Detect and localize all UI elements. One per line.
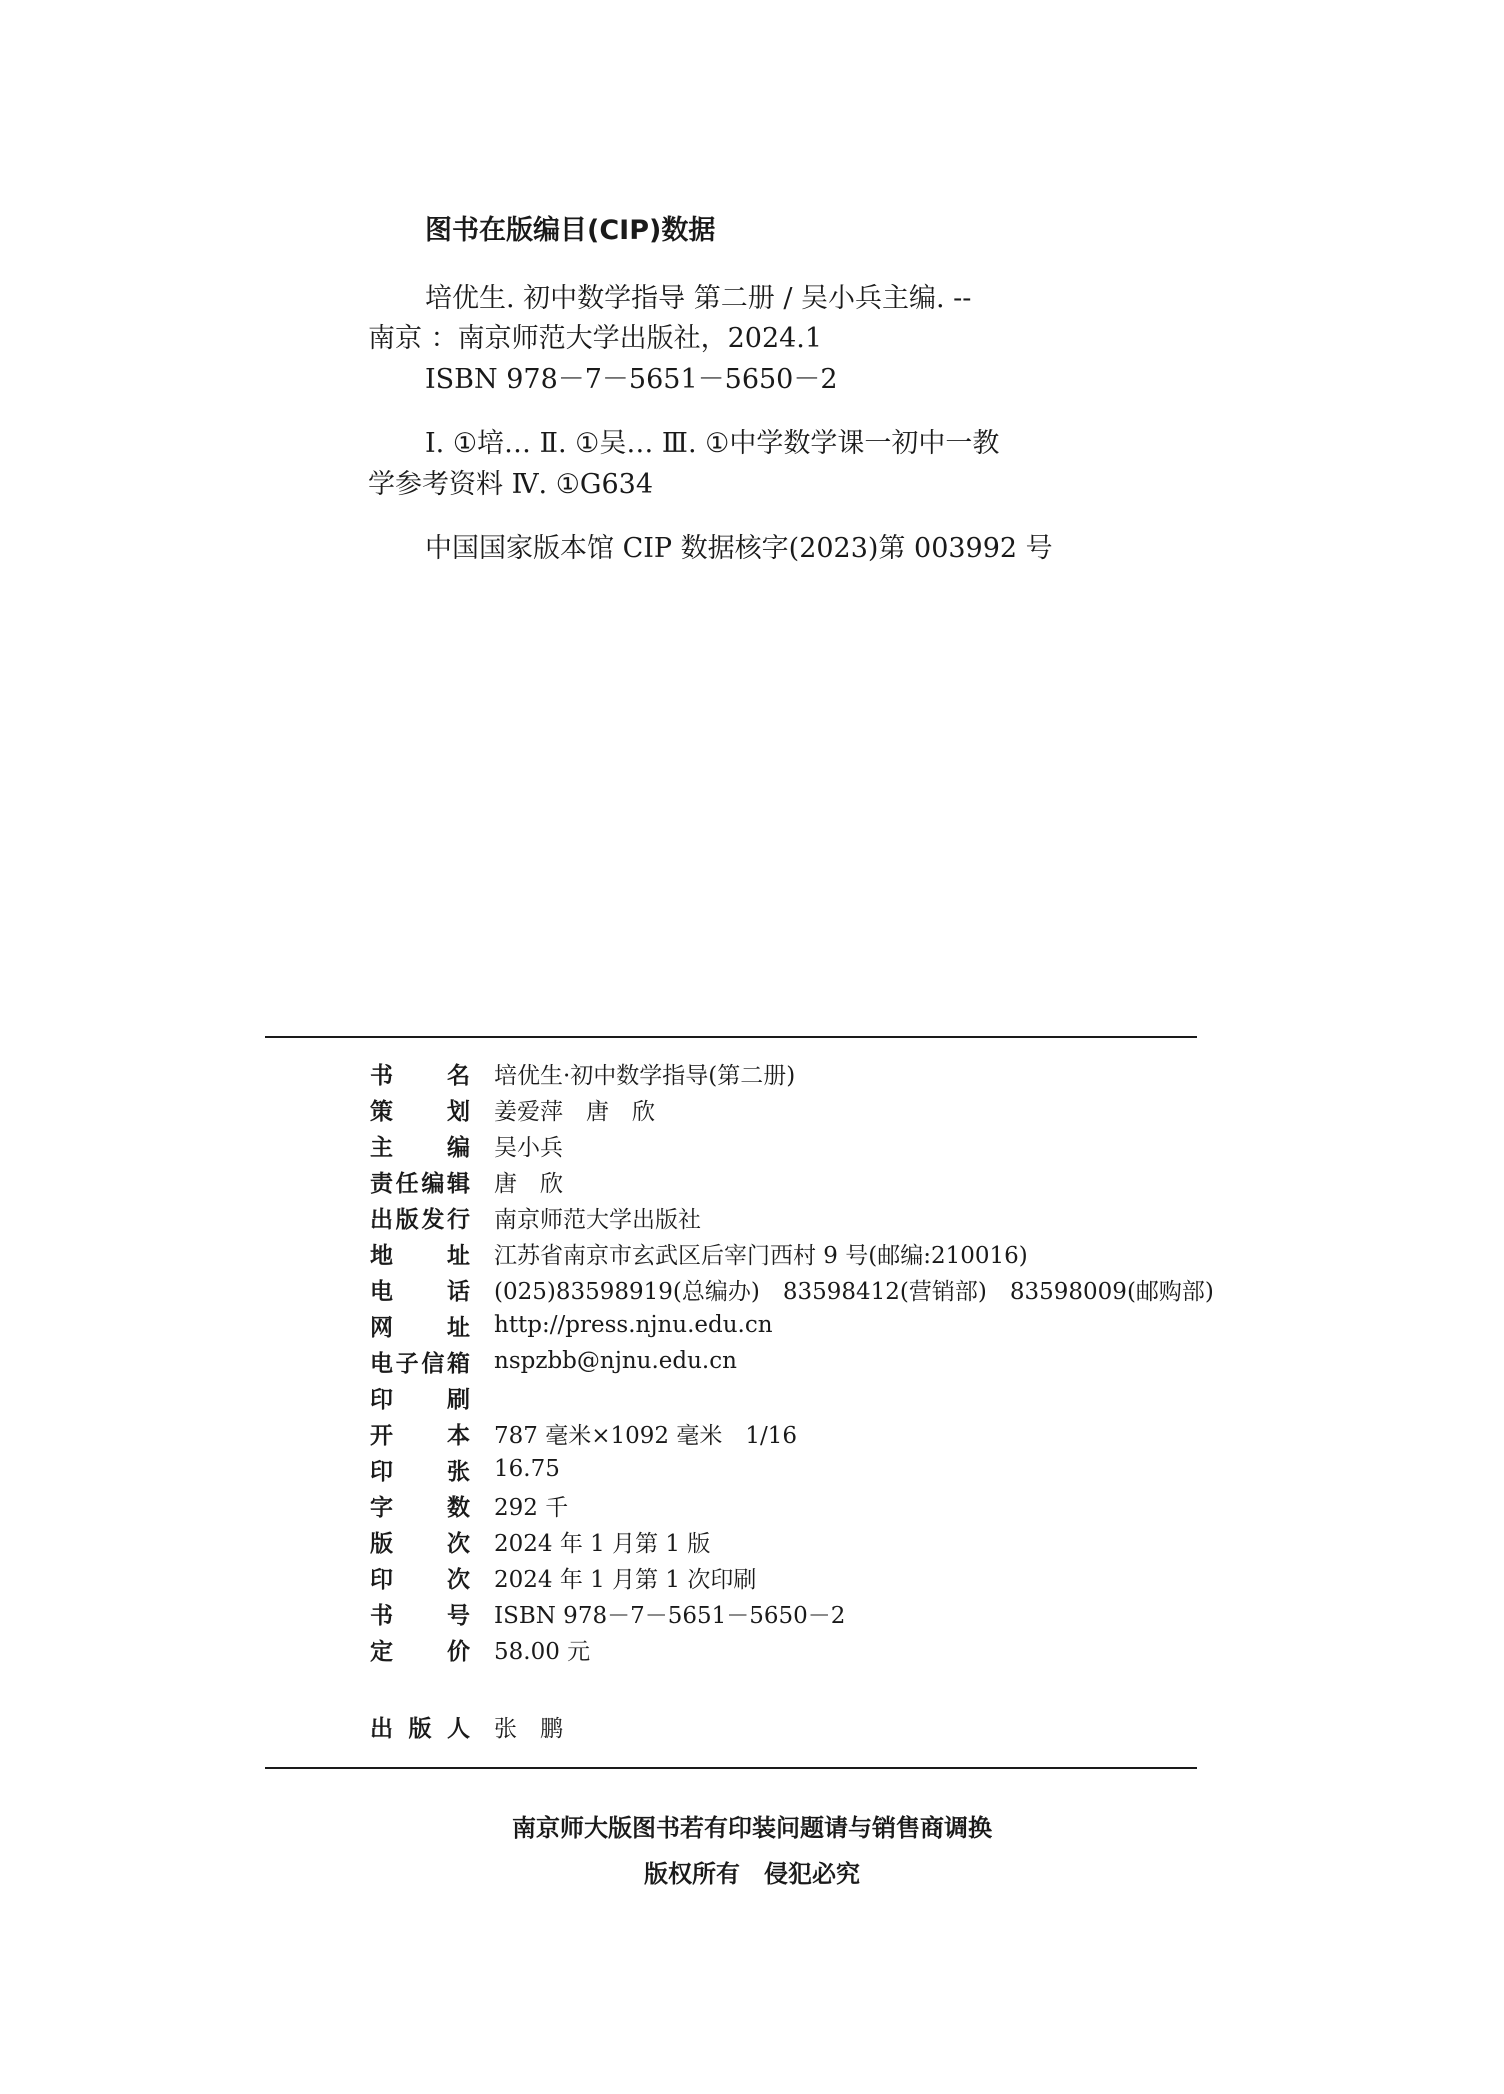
footer-rights: 版权所有 侵犯必究	[644, 1860, 860, 1888]
info-value: nspzbb@njnu.edu.cn	[494, 1348, 737, 1374]
info-row	[370, 1307, 1214, 1343]
info-label: 印次	[370, 1566, 470, 1593]
info-row	[370, 1487, 1214, 1523]
info-row	[370, 1523, 1214, 1559]
footer-notice: 南京师大版图书若有印装问题请与销售商调换	[512, 1814, 992, 1842]
info-row	[370, 1235, 1214, 1271]
cip-heading: 图书在版编目(CIP)数据	[425, 215, 716, 246]
cip-line-classification: Ⅰ. ①培… Ⅱ. ①吴… Ⅲ. ①中学数学课一初中一教	[425, 428, 1000, 459]
info-value: 787 毫米×1092 毫米 1/16	[494, 1422, 797, 1449]
info-label: 策划	[370, 1098, 470, 1125]
info-row	[370, 1343, 1214, 1379]
info-row	[370, 1091, 1214, 1127]
info-row	[370, 1595, 1214, 1631]
info-label: 电子信箱	[370, 1350, 470, 1377]
info-row	[370, 1559, 1214, 1595]
info-value: 2024 年 1 月第 1 次印刷	[494, 1566, 757, 1593]
top-divider	[265, 1036, 1197, 1038]
info-row	[370, 1271, 1214, 1307]
info-row	[370, 1415, 1214, 1451]
info-label: 主编	[370, 1134, 470, 1161]
info-row	[370, 1127, 1214, 1163]
publisher-label: 出版人	[370, 1715, 470, 1742]
publication-info-table	[370, 1055, 1214, 1667]
info-value: ISBN 978－7－5651－5650－2	[494, 1602, 846, 1629]
info-value: 2024 年 1 月第 1 版	[494, 1530, 711, 1557]
info-row	[370, 1163, 1214, 1199]
info-value: 姜爱萍 唐 欣	[494, 1098, 655, 1125]
cip-line-publisher: 南京 ：南京师范大学出版社，2024.1	[368, 323, 823, 354]
info-label: 开本	[370, 1422, 470, 1449]
info-row	[370, 1631, 1214, 1667]
info-label: 印刷	[370, 1386, 470, 1413]
cip-line-isbn: ISBN 978－7－5651－5650－2	[425, 364, 838, 395]
info-label: 出版发行	[370, 1206, 470, 1233]
info-row	[370, 1055, 1214, 1091]
info-value: 292 千	[494, 1494, 569, 1521]
cip-line-classification-cont: 学参考资料 Ⅳ. ①G634	[368, 469, 654, 500]
info-label: 字数	[370, 1494, 470, 1521]
info-value: 吴小兵	[494, 1134, 563, 1161]
bottom-divider	[265, 1767, 1197, 1769]
info-label: 定价	[370, 1638, 470, 1665]
info-label: 版次	[370, 1530, 470, 1557]
publisher-row	[370, 1708, 563, 1744]
info-label: 责任编辑	[370, 1170, 470, 1197]
info-label: 网址	[370, 1314, 470, 1341]
info-value: 江苏省南京市玄武区后宰门西村 9 号(邮编:210016)	[494, 1242, 1028, 1269]
info-row	[370, 1451, 1214, 1487]
info-value: 培优生·初中数学指导(第二册)	[494, 1062, 796, 1089]
info-value: 16.75	[494, 1456, 560, 1482]
info-value: http://press.njnu.edu.cn	[494, 1312, 773, 1338]
info-label: 地址	[370, 1242, 470, 1269]
info-row	[370, 1379, 1214, 1415]
info-row	[370, 1199, 1214, 1235]
cip-line-title: 培优生. 初中数学指导 第二册 / 吴小兵主编. --	[425, 283, 972, 314]
info-value: 唐 欣	[494, 1170, 563, 1197]
info-label: 电话	[370, 1278, 470, 1305]
cip-line-data-number: 中国国家版本馆 CIP 数据核字(2023)第 003992 号	[425, 533, 1053, 564]
info-label: 书号	[370, 1602, 470, 1629]
info-label: 印张	[370, 1458, 470, 1485]
info-value: 南京师范大学出版社	[494, 1206, 701, 1233]
publisher-value: 张 鹏	[494, 1715, 563, 1742]
info-label: 书名	[370, 1062, 470, 1089]
info-value: 58.00 元	[494, 1638, 591, 1665]
info-value: (025)83598919(总编办) 83598412(营销部) 83598009(邮购部)	[494, 1278, 1214, 1305]
